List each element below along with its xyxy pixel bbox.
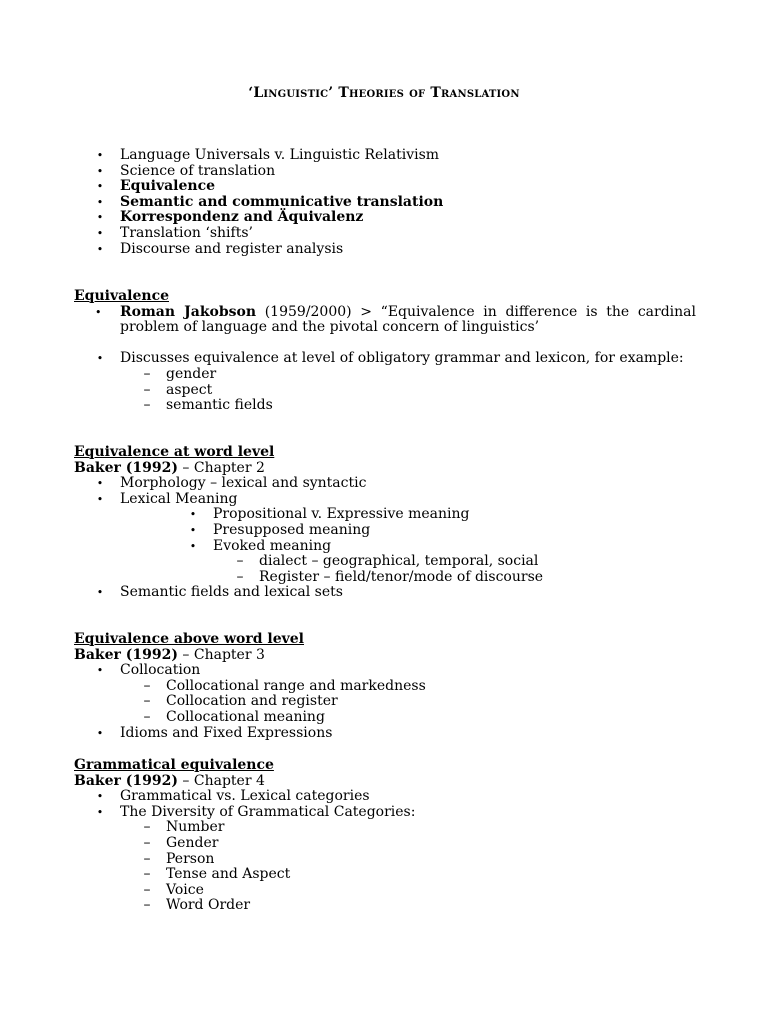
list-item: • Language Universals v. Linguistic Relativism <box>96 147 440 163</box>
list-item: • Presupposed meaning <box>189 521 371 538</box>
page-title: ‘Linguistic’ Theories of Translation <box>248 85 520 101</box>
list-item: • Discusses equivalence at level of obligatory grammar and lexicon, for example: <box>96 350 684 367</box>
list-item: – Gender <box>143 834 219 851</box>
list-item: • Semantic fields and lexical sets <box>96 584 343 601</box>
list-item: – Register – field/tenor/mode of discourse <box>236 568 544 585</box>
section-grammatical <box>74 758 696 914</box>
list-item: • Morphology – lexical and syntactic <box>96 475 367 492</box>
reference: Baker (1992) – Chapter 2 <box>74 459 265 476</box>
section-heading: Equivalence above word level <box>74 631 305 647</box>
section-heading: Grammatical equivalence <box>74 757 274 773</box>
list-item: – semantic fields <box>143 397 273 414</box>
list-item: – Person <box>143 850 215 867</box>
section-above-word-level <box>74 632 696 741</box>
list-item: • Translation ‘shifts’ <box>96 224 253 241</box>
list-item: • The Diversity of Grammatical Categories: <box>96 803 416 820</box>
list-item: – Word Order <box>143 897 251 914</box>
list-item: • Equivalence <box>96 178 215 195</box>
list-item: – gender <box>143 365 217 382</box>
section-heading: Equivalence <box>74 288 169 304</box>
list-item: – Number <box>143 819 225 836</box>
list-item: – dialect – geographical, temporal, social <box>236 553 539 570</box>
list-item: • Discourse and register analysis <box>96 240 344 257</box>
section-equivalence <box>74 289 696 414</box>
section-word-level <box>74 445 696 601</box>
list-item: – Collocation and register <box>143 693 338 710</box>
section-heading: Equivalence at word level <box>74 444 275 460</box>
list-item: • Collocation <box>96 662 201 679</box>
list-item: • Propositional v. Expressive meaning <box>189 506 470 523</box>
list-item: • Idioms and Fixed Expressions <box>96 724 333 741</box>
reference: Baker (1992) – Chapter 3 <box>74 646 265 663</box>
list-item: – Collocational range and markedness <box>143 677 426 694</box>
jakobson-quote: • Roman Jakobson (1959/2000) > “Equivalence in difference is the cardinal problem of language and the pivotal concern of linguistics’ <box>95 303 696 336</box>
list-item: • Semantic and communicative translation <box>96 193 444 210</box>
list-item: • Grammatical vs. Lexical categories <box>96 788 370 805</box>
list-item: • Korrespondenz and Äquivalenz <box>96 209 364 226</box>
list-item: – Voice <box>143 881 204 898</box>
intro-list <box>74 148 696 257</box>
list-item: – aspect <box>143 381 213 398</box>
list-item: • Science of translation <box>96 162 276 179</box>
list-item: • Evoked meaning <box>189 537 332 554</box>
reference: Baker (1992) – Chapter 4 <box>74 772 265 789</box>
list-item: – Tense and Aspect <box>143 866 291 883</box>
list-item: • Lexical Meaning <box>96 490 238 507</box>
list-item: – Collocational meaning <box>143 708 325 725</box>
